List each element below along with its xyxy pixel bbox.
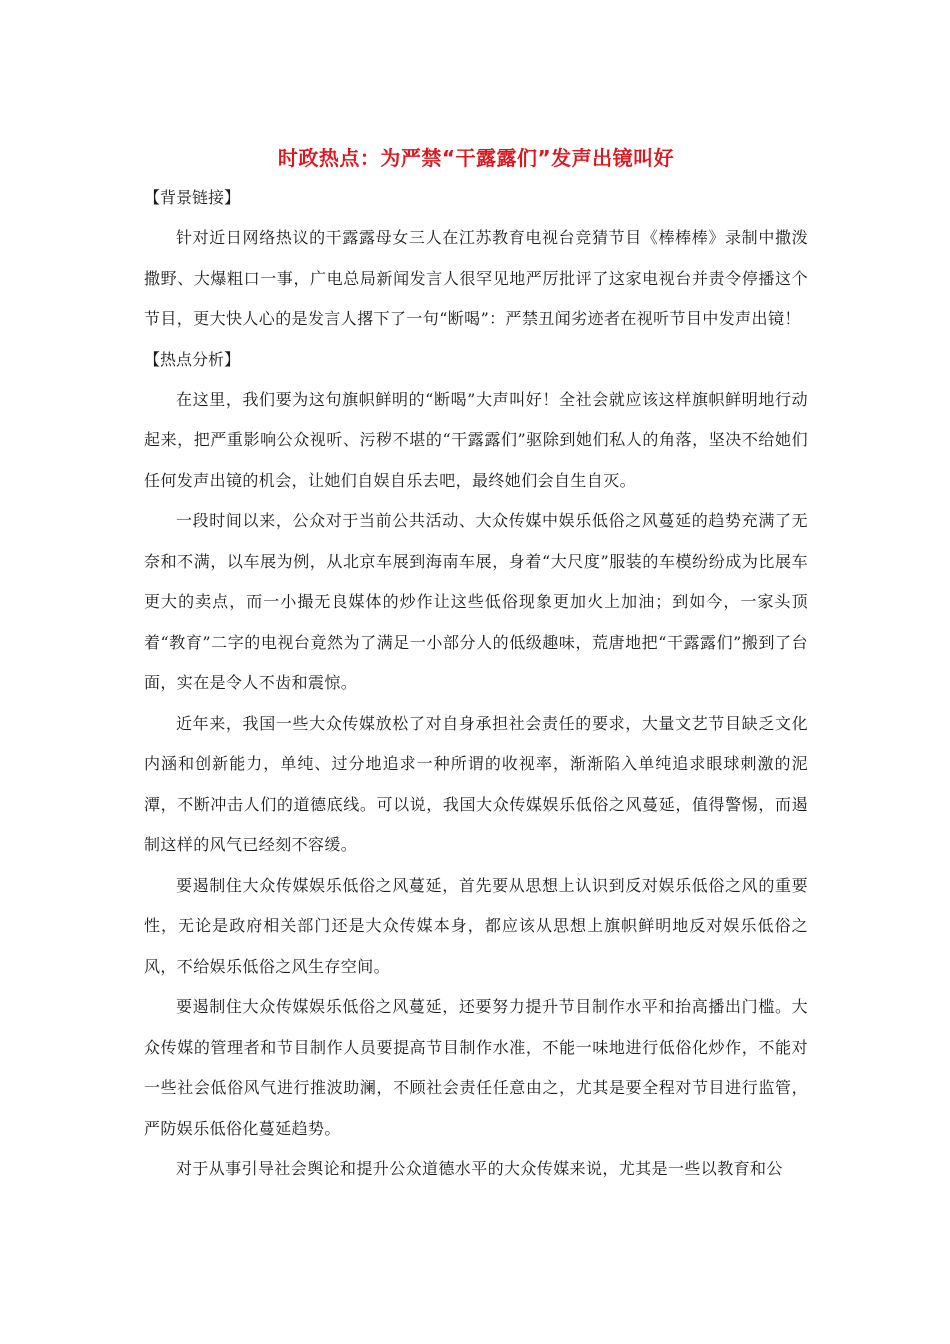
analysis-paragraph-3: 近年来，我国一些大众传媒放松了对自身承担社会责任的要求，大量文艺节目缺乏文化内涵和创新能力，单纯、过分地追求一种所谓的收视率，渐渐陷入单纯追求眼球刺激的泥潭，不断冲击人们的道德底线。可以说，我国大众传媒娱乐低俗之风蔓延，值得警惕，而遏制这样的风气已经刻不容缓。 xyxy=(144,713,808,854)
background-heading: 【背景链接】 xyxy=(144,188,241,207)
analysis-paragraph-2: 一段时间以来，公众对于当前公共活动、大众传媒中娱乐低俗之风蔓延的趋势充满了无奈和不满，以车展为例，从北京车展到海南车展，身着“大尺度”服装的车模纷纷成为比展车更大的卖点，而一小撮无良媒体的炒作让这些低俗现象更加火上加油；到如今，一家头顶着“教育”二字的电视台竟然为了满足一小部分人的低级趣味，荒唐地把“干露露们”搬到了台面，实在是令人不齿和震惊。 xyxy=(144,511,808,692)
analysis-section xyxy=(144,340,808,1190)
analysis-heading: 【热点分析】 xyxy=(144,349,241,369)
document-page xyxy=(144,138,808,1190)
analysis-paragraph-1: 在这里，我们要为这句旗帜鲜明的“断喝”大声叫好！全社会就应该这样旗帜鲜明地行动起来，把严重影响公众视听、污秽不堪的“干露露们”驱除到她们私人的角落，坚决不给她们任何发声出镜的机会，让她们自娱自乐去吧，最终她们会自生自灭。 xyxy=(144,389,808,490)
background-section xyxy=(144,178,808,340)
analysis-paragraph-6: 对于从事引导社会舆论和提升公众道德水平的大众传媒来说，尤其是一些以教育和公 xyxy=(176,1159,783,1178)
analysis-paragraph-4: 要遏制住大众传媒娱乐低俗之风蔓延，首先要从思想上认识到反对娱乐低俗之风的重要性，无论是政府相关部门还是大众传媒本身，都应该从思想上旗帜鲜明地反对娱乐低俗之风，不给娱乐低俗之风生存空间。 xyxy=(144,875,808,976)
analysis-paragraph-5: 要遏制住大众传媒娱乐低俗之风蔓延，还要努力提升节目制作水平和抬高播出门槛。大众传媒的管理者和节目制作人员要提高节目制作水准，不能一味地进行低俗化炒作，不能对一些社会低俗风气进行推波助澜，不顾社会责任任意由之，尤其是要全程对节目进行监管，严防娱乐低俗化蔓延趋势。 xyxy=(144,997,808,1138)
background-paragraph: 针对近日网络热议的干露露母女三人在江苏教育电视台竞猜节目《棒棒棒》录制中撒泼撒野、大爆粗口一事，广电总局新闻发言人很罕见地严厉批评了这家电视台并责令停播这个节目，更大快人心的是发言人撂下了一句“断喝”：严禁丑闻劣迹者在视听节目中发声出镜！ xyxy=(144,228,808,328)
document-title: 时政热点：为严禁“干露露们”发声出镜叫好 xyxy=(277,146,675,170)
